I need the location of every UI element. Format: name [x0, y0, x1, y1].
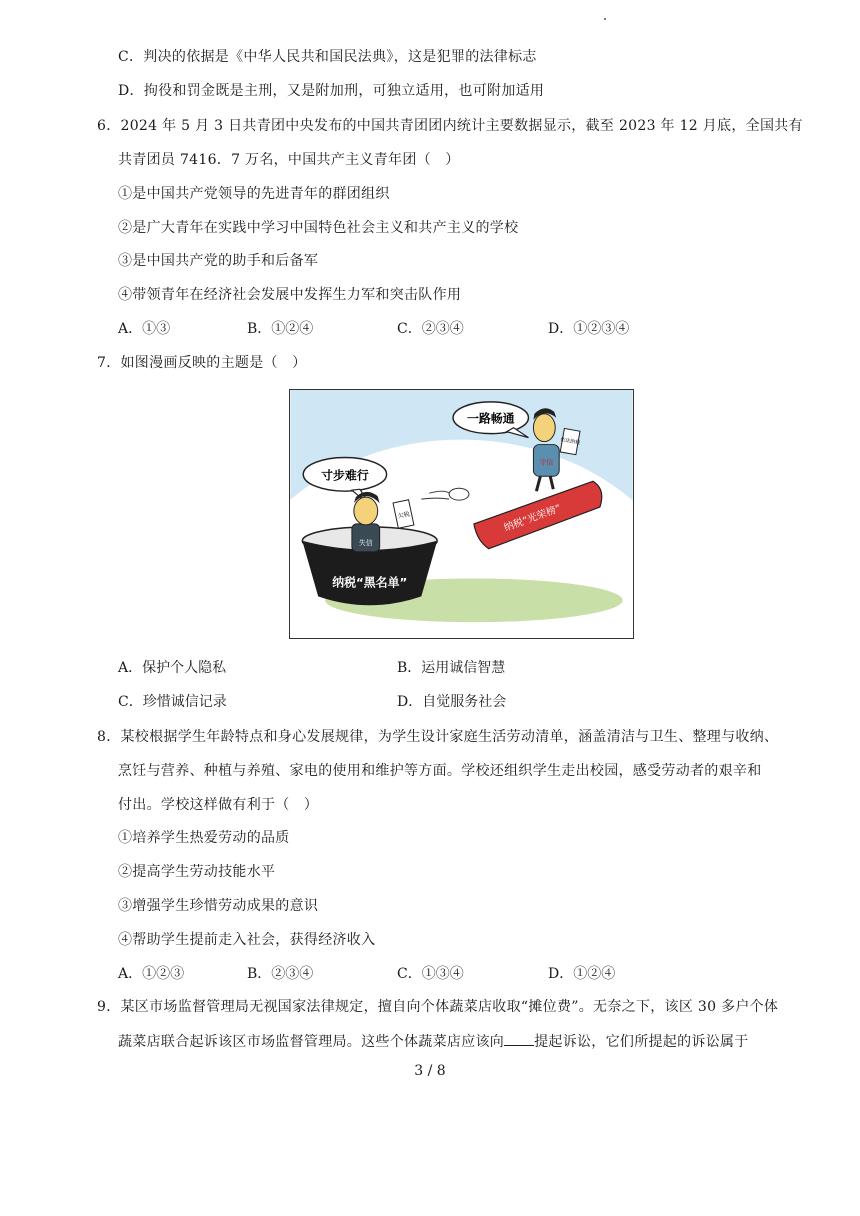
q7-stem: 7．如图漫画反映的主题是（ ）: [97, 355, 307, 371]
shirt-right-text: 守信: [539, 458, 554, 467]
q6-option-d: D．①②③④: [548, 321, 630, 337]
paper-left-text: 欠税: [397, 510, 411, 521]
q6-item-2: ②是广大青年在实践中学习中国特色社会主义和共产主义的学校: [118, 220, 519, 236]
carpet-label: 纳税“光荣榜”: [502, 503, 563, 534]
q5-option-d: D．拘役和罚金既是主刑，又是附加刑，可独立适用，也可附加适用: [118, 83, 545, 99]
q9-stem-part1: 蔬菜店联合起诉该区市场监督管理局。这些个体蔬菜店应该向: [118, 1034, 505, 1050]
q9-stem-line1: 9．某区市场监督管理局无视国家法律规定，擅自向个体蔬菜店收取“摊位费”。无奈之下，该区 30 多户个体: [97, 999, 779, 1015]
q8-item-4: ④帮助学生提前走入社会，获得经济收入: [118, 932, 376, 948]
q8-option-b: B．②③④: [247, 966, 314, 982]
bubble-right-text: 一路畅通: [466, 411, 515, 426]
page-number: 3 / 8: [414, 1063, 446, 1079]
scan-speck: [604, 18, 606, 20]
q6-item-3: ③是中国共产党的助手和后备军: [118, 253, 319, 269]
barrel-label: 纳税“黑名单”: [332, 575, 408, 590]
q8-item-3: ③增强学生珍惜劳动成果的意识: [118, 898, 319, 914]
q9-answer-blank: [504, 1031, 534, 1046]
q6-stem-line1: 6．2024 年 5 月 3 日共青团中央发布的中国共青团团内统计主要数据显示，截至 2023 年 12 月底，全国共有: [97, 118, 803, 134]
q8-stem-line1: 8．某校根据学生年龄特点和身心发展规律，为学生设计家庭生活劳动清单，涵盖清洁与卫生、整理与收纳、: [97, 729, 779, 745]
q8-option-d: D．①②④: [548, 966, 616, 982]
q9-stem-part2: 提起诉讼，它们所提起的诉讼属于: [534, 1034, 749, 1050]
q6-item-1: ①是中国共产党领导的先进青年的群团组织: [118, 186, 390, 202]
q8-option-a: A．①②③: [118, 966, 185, 982]
paper-right-text: 依法纳税: [559, 436, 581, 447]
q8-item-2: ②提高学生劳动技能水平: [118, 864, 276, 880]
q8-option-c: C．①③④: [397, 966, 464, 982]
q6-option-b: B．①②④: [247, 321, 314, 337]
q7-option-d: D．自觉服务社会: [397, 694, 507, 710]
bubble-left-text: 寸步难行: [321, 468, 369, 483]
q6-option-c: C．②③④: [397, 321, 464, 337]
shirt-left-text: 失信: [358, 538, 373, 547]
q8-stem-line3: 付出。学校这样做有利于（ ）: [118, 797, 319, 813]
q6-option-a: A．①③: [118, 321, 171, 337]
q8-item-1: ①培养学生热爱劳动的品质: [118, 830, 290, 846]
q9-stem-line2: [118, 1031, 749, 1052]
q6-item-4: ④带领青年在经济社会发展中发挥生力军和突击队作用: [118, 287, 462, 303]
q7-cartoon: [289, 389, 634, 639]
q7-option-a: A．保护个人隐私: [118, 660, 227, 676]
q6-stem-line2: 共青团员 7416．7 万名，中国共产主义青年团（ ）: [118, 152, 460, 168]
q7-option-c: C．珍惜诚信记录: [118, 694, 227, 710]
q7-option-b: B．运用诚信智慧: [397, 660, 506, 676]
q8-stem-line2: 烹饪与营养、种植与养殖、家电的使用和维护等方面。学校还组织学生走出校园，感受劳动者的艰辛和: [118, 763, 762, 779]
q5-option-c: C．判决的依据是《中华人民共和国民法典》，这是犯罪的法律标志: [118, 49, 537, 65]
